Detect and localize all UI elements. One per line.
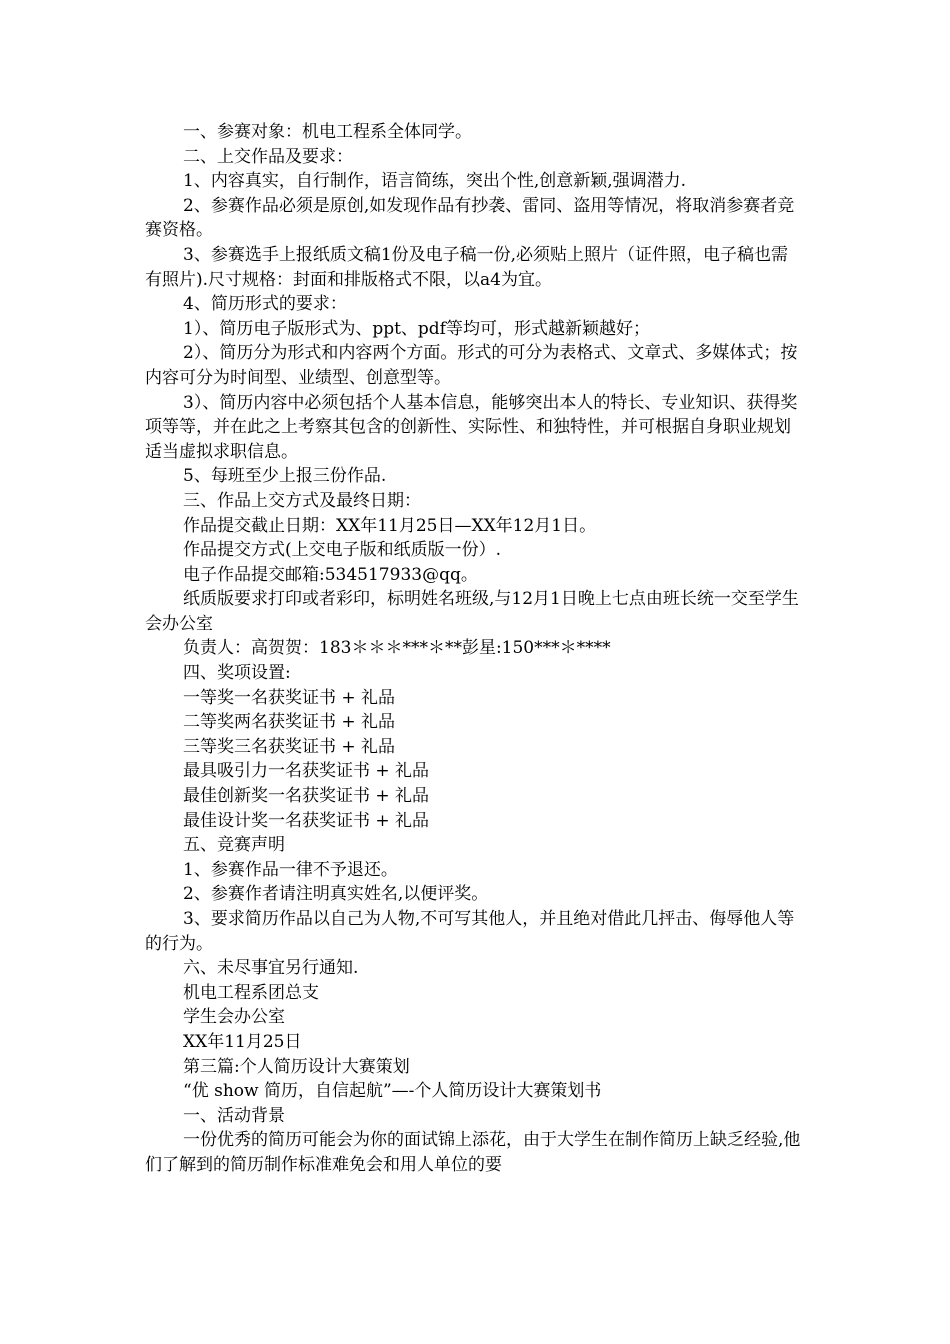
- paragraph: 纸质版要求打印或者彩印，标明姓名班级,与12月1日晚上七点由班长统一交至学生会办公室: [145, 589, 799, 634]
- paragraph: 三、作品上交方式及最终日期：: [183, 490, 421, 511]
- paragraph: 最佳设计奖一名获奖证书 + 礼品: [183, 810, 430, 831]
- paragraph: 六、未尽事宜另行通知.: [183, 958, 359, 979]
- paragraph: “优 show 简历，自信起航”—-个人简历设计大赛策划书: [183, 1081, 602, 1102]
- paragraph: 作品提交截止日期：XX年11月25日—XX年12月1日。: [183, 515, 597, 536]
- paragraph: 最佳创新奖一名获奖证书 + 礼品: [183, 786, 430, 807]
- paragraph: 机电工程系团总支: [183, 982, 319, 1003]
- paragraph: XX年11月25日: [183, 1031, 302, 1052]
- paragraph: 3、要求简历作品以自己为人物,不可写其他人，并且绝对借此几抨击、侮辱他人等的行为。: [145, 909, 795, 954]
- paragraph: 1、内容真实，自行制作，语言简练，突出个性,创意新颖,强调潜力.: [183, 171, 687, 192]
- paragraph: 第三篇:个人简历设计大赛策划: [183, 1056, 410, 1077]
- paragraph: 三等奖三名获奖证书 + 礼品: [183, 736, 396, 757]
- paragraph: 2、参赛作品必须是原创,如发现作品有抄袭、雷同、盗用等情况，将取消参赛者竞赛资格。: [145, 195, 795, 241]
- paragraph: 最具吸引力一名获奖证书 + 礼品: [183, 761, 430, 782]
- paragraph: 2）、简历分为形式和内容两个方面。形式的可分为表格式、文章式、多媒体式；按内容可分为时间型、业绩型、创意型等。: [145, 343, 798, 388]
- paragraph: 二等奖两名获奖证书 + 礼品: [183, 712, 396, 733]
- paragraph: 四、奖项设置:: [183, 663, 291, 684]
- paragraph: 2、参赛作者请注明真实姓名,以便评奖。: [183, 884, 489, 905]
- paragraph: 3）、简历内容中必须包括个人基本信息，能够突出本人的特长、专业知识、获得奖项等等，并在此之上考察其包含的创新性、实际性、和独特性，并可根据自身职业规划适当虚拟求职信息。: [145, 392, 798, 462]
- paragraph: 4、简历形式的要求：: [183, 294, 347, 315]
- paragraph: 二、上交作品及要求：: [183, 146, 353, 167]
- paragraph: 一等奖一名获奖证书 + 礼品: [183, 687, 396, 708]
- paragraph: 1、参赛作品一律不予退还。: [183, 859, 398, 880]
- paragraph: 一、参赛对象：机电工程系全体同学。: [183, 122, 472, 142]
- paragraph: 5、每班至少上报三份作品.: [183, 466, 387, 487]
- paragraph: 一份优秀的简历可能会为你的面试锦上添花，由于大学生在制作简历上缺乏经验,他们了解到的简历制作标准难免会和用人单位的要: [145, 1130, 801, 1175]
- paragraph: 1）、简历电子版形式为、ppt、pdf等均可，形式越新颖越好；: [183, 318, 650, 339]
- paragraph: 负责人：高贺贺：183＊＊＊***＊**彭星:150***＊****: [183, 638, 611, 659]
- paragraph: 五、竞赛声明: [183, 835, 285, 856]
- paragraph: 作品提交方式(上交电子版和纸质版一份）.: [183, 540, 502, 561]
- paragraph: 电子作品提交邮箱:534517933@qq。: [183, 564, 478, 585]
- document-body: [145, 120, 805, 1178]
- paragraph: 3、参赛选手上报纸质文稿1份及电子稿一份,必须贴上照片（证件照，电子稿也需有照片).尺寸规格：封面和排版格式不限，以a4为宜。: [145, 244, 789, 290]
- paragraph: 学生会办公室: [183, 1007, 285, 1028]
- paragraph: 一、活动背景: [183, 1105, 285, 1126]
